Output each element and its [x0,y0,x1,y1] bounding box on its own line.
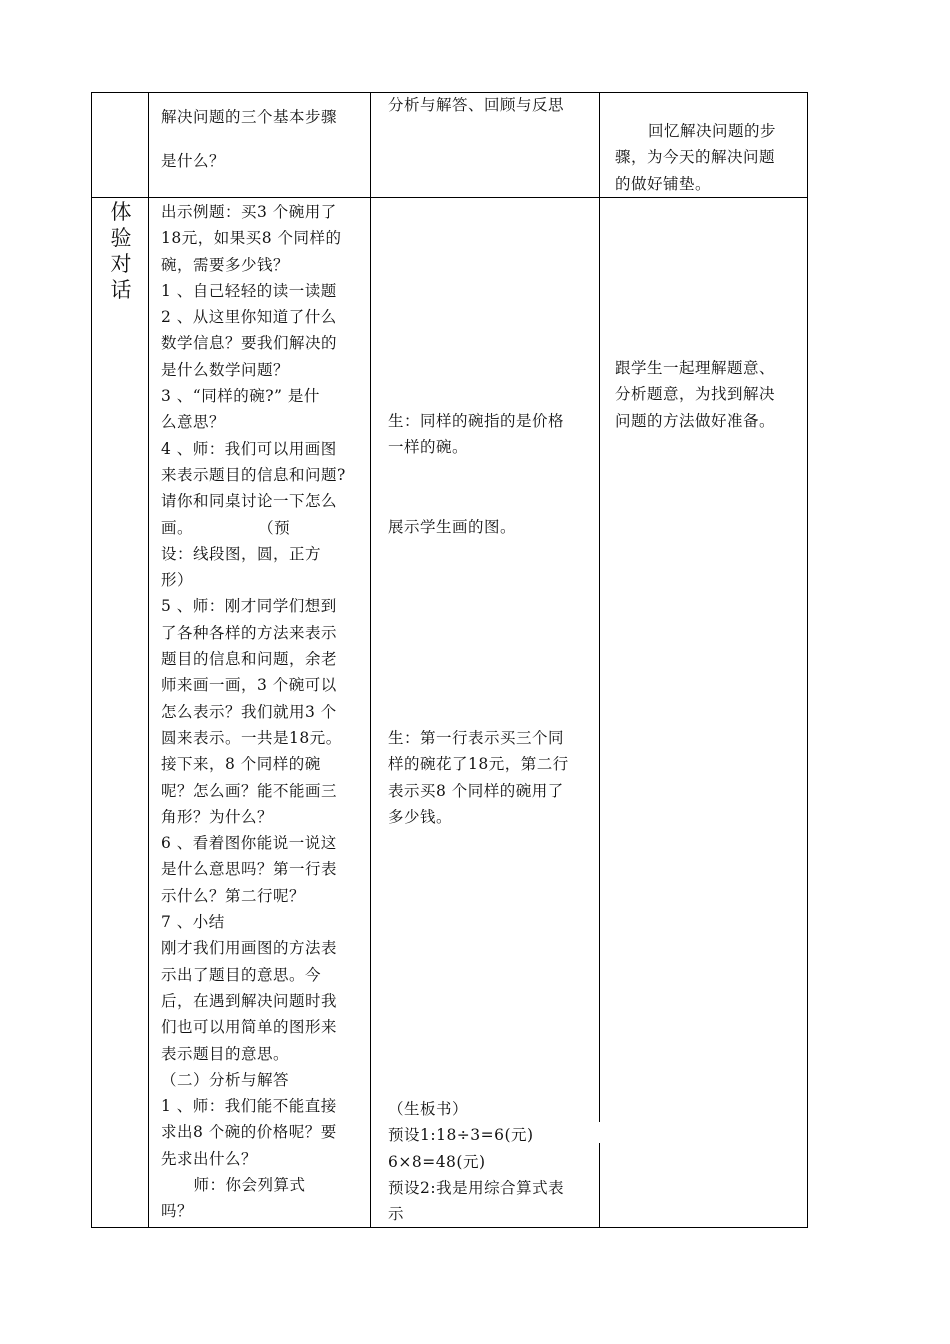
column-line-3 [370,92,371,1228]
column-line-5 [807,92,808,1228]
text-line: 表示买8 个同样的碗用了 [388,781,564,800]
text-line: 角形？为什么？ [161,807,274,826]
section-label-char: 对 [110,252,132,276]
text-line: 一样的碗。 [388,438,469,457]
student-answer-1 [388,408,564,461]
text-line: 4 、师：我们可以用画图 [161,439,337,458]
text-line: 生：同样的碗指的是价格 [388,412,565,430]
text-line: 预设1:18÷3=6(元) [388,1126,534,1145]
column-line-2 [148,92,149,1228]
text-line: 师来画一画，3 个碗可以 [161,676,337,695]
text-line: （二）分析与解答 [161,1070,290,1089]
text-line: 18元，如果买8 个同样的 [161,229,342,248]
text-line: 表示题目的意思。 [161,1044,290,1063]
text-line: 接下来，8 个同样的碗 [161,755,321,774]
student-answer-3 [388,725,569,830]
section-label-char: 验 [110,226,132,250]
text-line: 3 、“同样的碗?” 是什 [161,387,320,406]
text-line: 1 、师：我们能不能直接 [161,1097,337,1116]
text-line: 展示学生画的图。 [388,518,517,536]
text-line: 的做好铺垫。 [615,174,712,193]
text-line: 样的碗花了18元，第二行 [388,755,569,774]
text-line: 骤，为今天的解决问题 [615,148,776,167]
text-line: 们也可以用简单的图形来 [161,1018,338,1037]
text-line: 7 、小结 [161,913,225,932]
text-line: 圆来表示。一共是18元。 [161,728,342,747]
text-line: 设：线段图，圆，正方 [161,544,322,563]
design-intent-cell [615,355,775,434]
text-line: 呢？怎么画？能不能画三 [161,781,338,800]
text-line: 回忆解决问题的步 [648,122,777,140]
text-line: 分析与解答、回顾与反思 [388,96,565,114]
text-line: 题目的信息和问题，余老 [161,650,338,669]
row1-student-cell [388,92,564,118]
text-line: 是什么？ [161,152,226,171]
text-line: 刚才我们用画图的方法表 [161,939,338,958]
text-line: 后，在遇到解决问题时我 [161,991,338,1010]
text-line: 了各种各样的方法来表示 [161,623,338,642]
column-line-4 [599,92,600,1122]
text-line: 求出8 个碗的价格呢？要 [161,1123,337,1142]
section-label-char: 体 [110,200,132,224]
text-line: 示 [388,1205,405,1224]
row1-intent-cell [615,118,776,197]
text-line: 示什么？第二行呢？ [161,886,306,905]
text-line: 形） [161,571,194,590]
text-line: 6×8=48(元) [388,1152,486,1171]
text-line: 是什么意思吗？第一行表 [161,860,338,879]
text-line: 解决问题的三个基本步骤 [161,108,338,126]
text-line: 多少钱。 [388,807,453,826]
text-line: 分析题意，为找到解决 [615,385,776,404]
text-line: （生板书） [388,1100,469,1118]
column-line-4b [599,1143,600,1228]
text-line: 是什么数学问题？ [161,360,290,379]
text-line: 跟学生一起理解题意、 [615,359,776,377]
row-divider [91,197,808,198]
text-line: 先求出什么？ [161,1149,258,1168]
text-line: 出示例题：买3 个碗用了 [161,203,337,221]
text-line: 碗，需要多少钱？ [161,255,290,274]
text-line: 数学信息？要我们解决的 [161,334,338,353]
text-line: 画。 （预 [161,518,291,537]
text-line: 吗？ [161,1202,194,1221]
text-line: 怎么表示？我们就用3 个 [161,702,337,721]
text-line: 预设2:我是用综合算式表 [388,1178,565,1197]
text-line: 示出了题目的意思。今 [161,965,322,984]
text-line: 2 、从这里你知道了什么 [161,308,337,327]
text-line: 请你和同桌讨论一下怎么 [161,492,338,511]
text-line: 6 、看着图你能说一说这 [161,834,337,853]
text-line: 5 、师：刚才同学们想到 [161,597,337,616]
text-line: 生：第一行表示买三个同 [388,729,565,747]
student-answer-2 [388,514,516,540]
text-line: 师：你会列算式 [161,1175,306,1194]
section-label-experience-dialogue [106,199,136,303]
student-answer-4 [388,1096,564,1227]
text-line: 来表示题目的信息和问题? [161,465,346,484]
text-line: 么意思？ [161,413,226,432]
text-line: 问题的方法做好准备。 [615,411,776,430]
column-line-1 [91,92,92,1228]
section-label-char: 话 [110,278,132,302]
row1-question-cell [161,104,337,175]
text-line: 1 、自己轻轻的读一读题 [161,281,337,300]
teacher-activity-cell [161,199,346,1225]
